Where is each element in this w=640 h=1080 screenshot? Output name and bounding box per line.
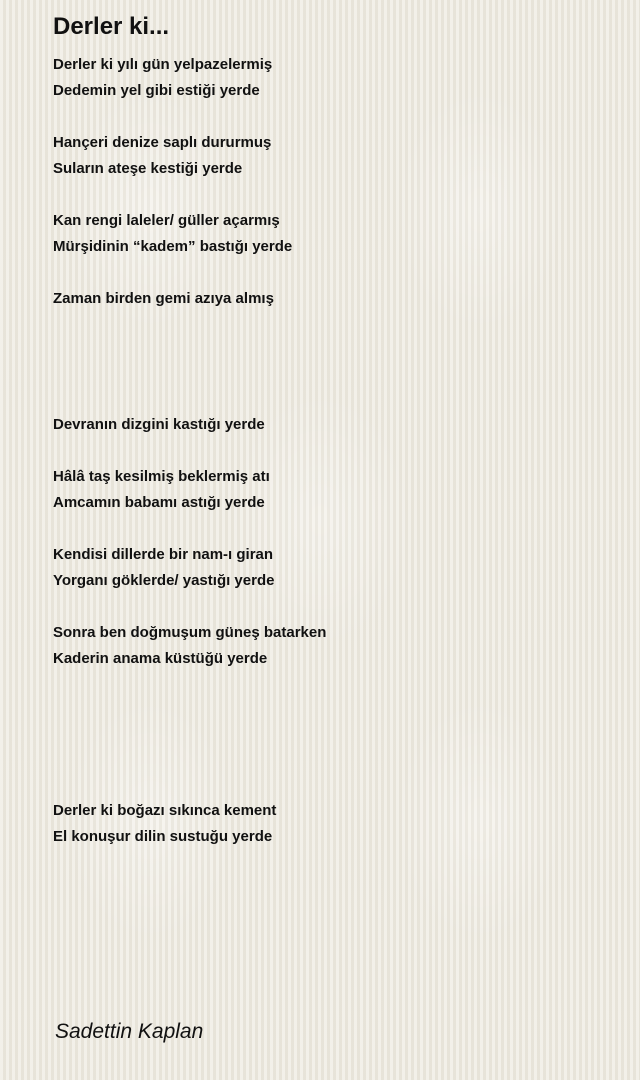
poem-line: Amcamın babamı astığı yerde bbox=[53, 494, 265, 511]
poem-line: El konuşur dilin sustuğu yerde bbox=[53, 828, 273, 845]
poem-line: Kaderin anama küstüğü yerde bbox=[53, 650, 268, 667]
poem-line: Yorganı göklerde/ yastığı yerde bbox=[53, 572, 275, 589]
poem-line: Mürşidinin “kadem” bastığı yerde bbox=[53, 238, 293, 255]
poem-line: Hançeri denize saplı dururmuş bbox=[53, 134, 272, 151]
poem-line: Kan rengi laleler/ güller açarmış bbox=[53, 212, 280, 229]
poem-line: Kendisi dillerde bir nam-ı giran bbox=[53, 546, 274, 563]
poem-line: Derler ki boğazı sıkınca kement bbox=[53, 802, 277, 819]
poem-line: Devranın dizgini kastığı yerde bbox=[53, 416, 265, 433]
poem-line: Zaman birden gemi azıya almış bbox=[53, 290, 274, 307]
poem-line: Derler ki yılı gün yelpazelermiş bbox=[53, 56, 273, 73]
poem-line: Dedemin yel gibi estiği yerde bbox=[53, 82, 260, 99]
poem-author: Sadettin Kaplan bbox=[55, 1020, 204, 1043]
poem-line: Suların ateşe kestiği yerde bbox=[53, 160, 243, 177]
poem-line: Sonra ben doğmuşum güneş batarken bbox=[53, 624, 327, 641]
poem-title: Derler ki... bbox=[53, 13, 170, 40]
poem-line: Hâlâ taş kesilmiş beklermiş atı bbox=[53, 468, 270, 485]
